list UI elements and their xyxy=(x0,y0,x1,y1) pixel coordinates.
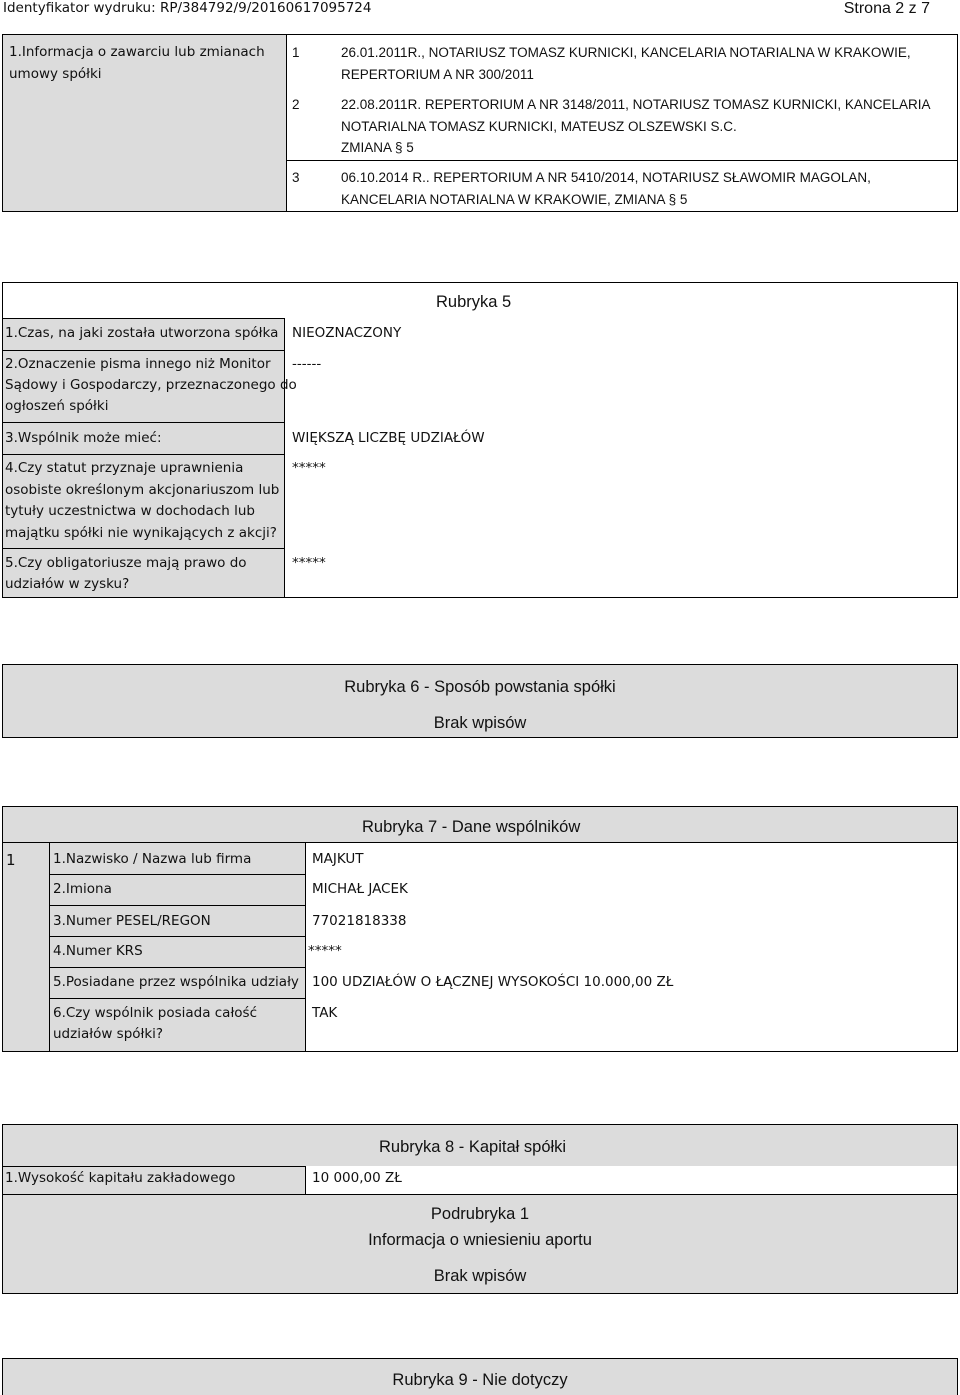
field-label: 3.Wspólnik może mieć: xyxy=(5,430,162,446)
field-value: NIEOZNACZONY xyxy=(292,325,402,341)
entry-text: 26.01.2011R., NOTARIUSZ TOMASZ KURNICKI, KANCELARIA NOTARIALNA W KRAKOWIE, xyxy=(341,45,911,60)
field-label: osobiste określonym akcjonariuszom lub xyxy=(5,482,280,498)
field-value: ***** xyxy=(292,555,326,571)
field-label: 4.Numer KRS xyxy=(53,943,143,959)
entry-number: 2 xyxy=(292,97,300,112)
field-label: udziałów w zysku? xyxy=(5,576,130,592)
rubryka-5-title: Rubryka 5 xyxy=(436,293,512,311)
field-value: 100 UDZIAŁÓW O ŁĄCZNEJ WYSOKOŚCI 10.000,00 ZŁ xyxy=(312,974,674,990)
field-label: majątku spółki nie wynikających z akcji? xyxy=(5,525,277,541)
print-identifier: Identyfikator wydruku: RP/384792/9/20160617095724 xyxy=(3,0,372,16)
field-value: MICHAŁ JACEK xyxy=(312,881,408,897)
podrubryka-empty: Brak wpisów xyxy=(433,1267,527,1285)
entry-text: 22.08.2011R. REPERTORIUM A NR 3148/2011, NOTARIUSZ TOMASZ KURNICKI, KANCELARIA xyxy=(341,97,931,112)
field-label: 5.Posiadane przez wspólnika udziały xyxy=(53,974,299,990)
field-value: MAJKUT xyxy=(312,851,364,867)
field-value: ***** xyxy=(308,943,342,959)
field-value: ***** xyxy=(292,460,326,476)
podrubryka-title: Podrubryka 1 xyxy=(430,1205,530,1223)
entry-text: NOTARIALNA TOMASZ KURNICKI, MATEUSZ OLSZEWSKI S.C. xyxy=(341,119,737,134)
field-label: 1.Nazwisko / Nazwa lub firma xyxy=(53,851,252,867)
rubryka-6-title: Rubryka 6 - Sposób powstania spółki xyxy=(344,678,616,696)
field-label: udziałów spółki? xyxy=(53,1026,164,1042)
field-label: 1.Czas, na jaki została utworzona spółka xyxy=(5,325,279,341)
field-label: tytuły uczestnictwa w dochodach lub xyxy=(5,503,255,519)
field-value: WIĘKSZĄ LICZBĘ UDZIAŁÓW xyxy=(292,430,485,446)
field-value: TAK xyxy=(312,1005,338,1021)
podrubryka-subtitle: Informacja o wniesieniu aportu xyxy=(368,1231,592,1249)
rubryka-6-empty: Brak wpisów xyxy=(433,714,527,732)
contract-info-label: umowy spółki xyxy=(9,66,102,82)
entry-text: KANCELARIA NOTARIALNA W KRAKOWIE, ZMIANA § 5 xyxy=(341,192,688,207)
entry-number: 3 xyxy=(292,170,300,185)
field-label: 2.Oznaczenie pisma innego niż Monitor xyxy=(5,356,271,372)
field-label: Sądowy i Gospodarczy, przeznaczonego do xyxy=(5,377,297,393)
field-label: 4.Czy statut przyznaje uprawnienia xyxy=(5,460,244,476)
partner-number: 1 xyxy=(6,851,16,869)
field-label: 2.Imiona xyxy=(53,881,112,897)
rubryka-8-title: Rubryka 8 - Kapitał spółki xyxy=(379,1138,567,1156)
rubryka-7-title: Rubryka 7 - Dane wspólników xyxy=(362,818,581,836)
field-value: ------ xyxy=(292,356,322,372)
field-value: 10 000,00 ZŁ xyxy=(312,1170,402,1186)
page-number: Strona 2 z 7 xyxy=(843,0,930,17)
rubryka-9-title: Rubryka 9 - Nie dotyczy xyxy=(392,1371,568,1389)
entry-text: ZMIANA § 5 xyxy=(341,140,414,155)
field-label: 6.Czy wspólnik posiada całość xyxy=(53,1005,258,1021)
field-label: ogłoszeń spółki xyxy=(5,398,109,414)
entry-text: 06.10.2014 R.. REPERTORIUM A NR 5410/2014, NOTARIUSZ SŁAWOMIR MAGOLAN, xyxy=(341,170,871,185)
field-label: 1.Wysokość kapitału zakładowego xyxy=(5,1170,236,1186)
field-value: 77021818338 xyxy=(312,913,407,929)
field-label: 5.Czy obligatoriusze mają prawo do xyxy=(5,555,247,571)
entry-text: REPERTORIUM A NR 300/2011 xyxy=(341,67,534,82)
contract-info-label: 1.Informacja o zawarciu lub zmianach xyxy=(9,44,265,60)
entry-number: 1 xyxy=(292,45,300,60)
field-label: 3.Numer PESEL/REGON xyxy=(53,913,211,929)
